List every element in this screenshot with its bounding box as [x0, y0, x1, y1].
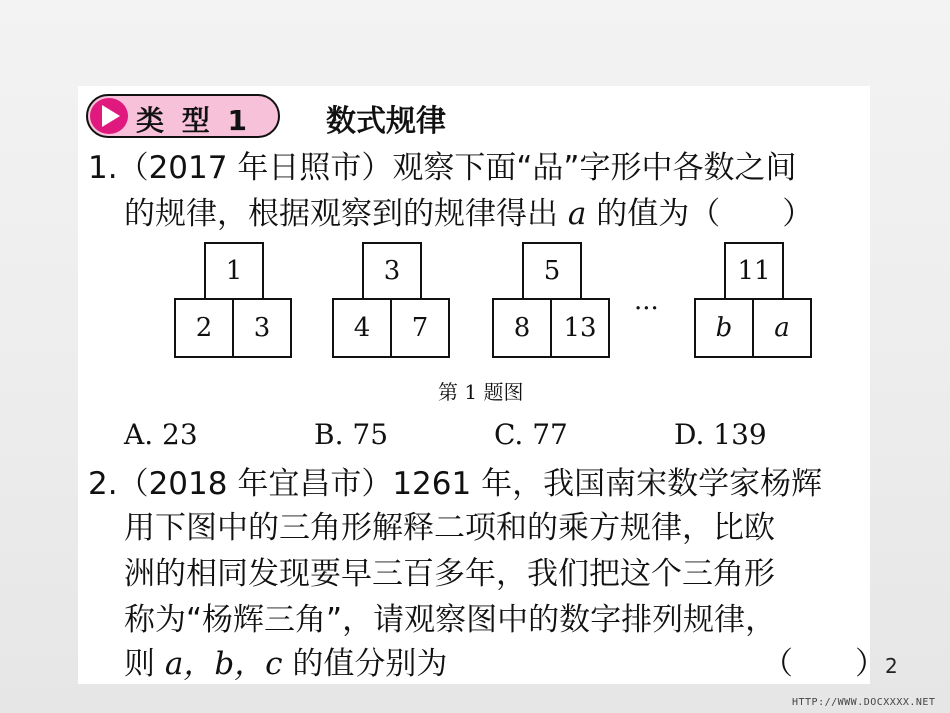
option-b: B. 75 — [314, 418, 389, 451]
pin-left-cell: 8 — [492, 298, 552, 358]
pin-right-cell: 7 — [390, 298, 450, 358]
pin-top-cell: 1 — [204, 242, 264, 300]
pin-right-cell: 3 — [232, 298, 292, 358]
pin-top-cell: 3 — [362, 242, 422, 300]
figure-caption: 第 1 题图 — [438, 380, 524, 404]
pin-top-cell: 5 — [522, 242, 582, 300]
pin-figure-4 — [694, 242, 814, 362]
pin-top-cell: 11 — [724, 242, 784, 300]
q1-line-1: 1.（2017 年日照市）观察下面“品”字形中各数之间 — [88, 150, 797, 186]
pin-left-cell: 2 — [174, 298, 234, 358]
pin-right-cell: a — [752, 298, 812, 358]
q2-line-5: 则 a，b，c 的值分别为 — [124, 646, 448, 682]
option-d: D. 139 — [674, 418, 767, 451]
slide — [78, 86, 886, 684]
q2-line-1: 2.（2018 年宜昌市）1261 年，我国南宋数学家杨辉 — [88, 466, 823, 502]
ellipsis: ··· — [634, 294, 659, 324]
option-a: A. 23 — [124, 418, 198, 451]
option-c: C. 77 — [494, 418, 568, 451]
q2-line-4: 称为“杨辉三角”，请观察图中的数字排列规律， — [124, 602, 777, 638]
q1-line-2: 的规律，根据观察到的规律得出 a 的值为（ ） — [124, 196, 814, 232]
q2-line-3: 洲的相同发现要早三百多年，我们把这个三角形 — [124, 556, 775, 592]
play-arrow-icon — [90, 98, 128, 134]
page-number: 2 — [885, 654, 898, 678]
pin-right-cell: 13 — [550, 298, 610, 358]
pin-left-cell: 4 — [332, 298, 392, 358]
q2-line-2: 用下图中的三角形解释二项和的乘方规律，比欧 — [124, 510, 775, 546]
pin-figure-1 — [174, 242, 294, 362]
badge-label: 类 型 1 — [136, 104, 251, 137]
type-badge — [86, 94, 280, 138]
watermark: HTTP://WWW.DOCXXXX.NET — [792, 697, 936, 708]
answer-paren: （ ） — [762, 646, 886, 682]
pin-figure-3 — [492, 242, 612, 362]
section-title: 数式规律 — [326, 104, 446, 139]
pin-left-cell: b — [694, 298, 754, 358]
pin-figure-2 — [332, 242, 452, 362]
